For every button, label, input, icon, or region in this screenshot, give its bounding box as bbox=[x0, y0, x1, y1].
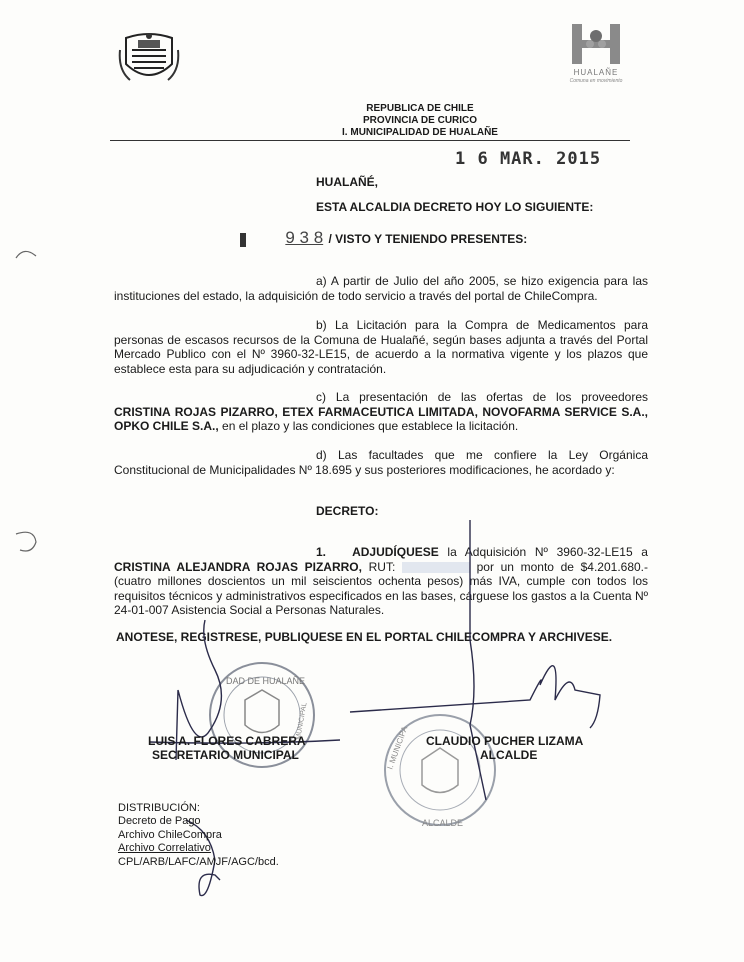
rut-redacted bbox=[402, 562, 470, 573]
header-country: REPUBLICA DE CHILE bbox=[366, 103, 474, 114]
decree-number: 9 3 8 bbox=[285, 228, 324, 247]
decree-intro: ESTA ALCALDIA DECRETO HOY LO SIGUIENTE: bbox=[316, 200, 594, 214]
svg-text:DAD DE HUALAÑE: DAD DE HUALAÑE bbox=[226, 676, 306, 686]
distribution-item: Decreto de Pago bbox=[118, 815, 201, 828]
svg-text:ALCALDE: ALCALDE bbox=[422, 818, 464, 828]
place-label: HUALAÑÉ, bbox=[316, 175, 378, 189]
distribution-item: Archivo ChileCompra bbox=[118, 828, 222, 841]
paragraph-b: b) La Licitación para la Compra de Medicamentos para personas de escasos recursos de la Comuna de Hualañé, según bases adjunta a través del Portal Mercado Publico con el Nº 3960-32-LE15, de acuerdo a la normativa vigente y los plazos que establece esta para su adjudicación y contratación. bbox=[114, 318, 648, 376]
svg-text:MUNICIPAL: MUNICIPAL bbox=[295, 702, 309, 741]
article-1: 1. ADJUDÍQUESE la Adquisición Nº 3960-32-LE15 a CRISTINA ALEJANDRA ROJAS PIZARRO, RUT: por un monto de $4.201.680.- (cuatro millones doscientos un mil seiscientos ochenta pesos) más IVA, cumple con todos los requisitos técnicos y administrativos especificados en las bases, cárguese los gastos a la Cuenta Nº 24-01-007 Asistencia Social a Personas Naturales. bbox=[114, 545, 649, 618]
decree-number-row bbox=[240, 228, 527, 248]
distribution-list bbox=[118, 802, 279, 869]
secretary-title: SECRETARIO MUNICIPAL bbox=[152, 748, 299, 762]
svg-text:I. MUNICIPA: I. MUNICIPA bbox=[385, 725, 410, 771]
paragraph-c: c) La presentación de las ofertas de los proveedores CRISTINA ROJAS PIZARRO, ETEX FARMACEUTICA LIMITADA, NOVOFARMA SERVICE S.A., OPKO CHILE S.A., en el plazo y las condiciones que establece la licitación. bbox=[114, 390, 648, 434]
visto-label: / VISTO Y TENIENDO PRESENTES: bbox=[328, 232, 528, 246]
logo-name: HUALAÑE bbox=[573, 68, 619, 77]
paragraph-a: a) A partir de Julio del año 2005, se hizo exigencia para las instituciones del estado, la adquisición de todo servicio a través del portal de ChileCompra. bbox=[114, 274, 648, 303]
binder-hole-icon bbox=[14, 244, 40, 274]
header-province: PROVINCIA DE CURICO bbox=[362, 115, 478, 126]
mayor-stamp-icon bbox=[385, 715, 495, 828]
distribution-item: CPL/ARB/LAFC/AMJF/AGC/bcd. bbox=[118, 855, 279, 868]
date-stamp: 1 6 MAR. 2015 bbox=[455, 149, 602, 169]
distribution-heading: DISTRIBUCIÓN: bbox=[118, 802, 200, 814]
mayor-name: CLAUDIO PUCHER LIZAMA bbox=[426, 734, 584, 748]
header-municipality: I. MUNICIPALIDAD DE HUALAÑE bbox=[342, 127, 498, 138]
decree-mark bbox=[240, 233, 246, 247]
decreto-heading: DECRETO: bbox=[316, 504, 379, 518]
distribution-item: Archivo Correlativo bbox=[118, 842, 211, 855]
mayor-title: ALCALDE bbox=[480, 748, 538, 762]
logo-tagline: Comuna en movimiento bbox=[569, 78, 623, 84]
header-divider bbox=[110, 140, 630, 141]
coat-of-arms-icon bbox=[118, 30, 180, 88]
paragraph-d: d) Las facultades que me confiere la Ley Orgánica Constitucional de Municipalidades Nº 18.695 y sus posteriores modificaciones, he acordado y: bbox=[114, 448, 648, 477]
closing-line: ANOTESE, REGISTRESE, PUBLIQUESE EN EL PORTAL CHILECOMPRA Y ARCHIVESE. bbox=[116, 630, 613, 644]
signature-right-scribble bbox=[350, 666, 600, 728]
binder-hole-icon bbox=[14, 528, 40, 558]
secretary-name: LUIS A. FLORES CABRERA bbox=[148, 734, 306, 748]
hualane-logo-icon bbox=[568, 22, 624, 66]
